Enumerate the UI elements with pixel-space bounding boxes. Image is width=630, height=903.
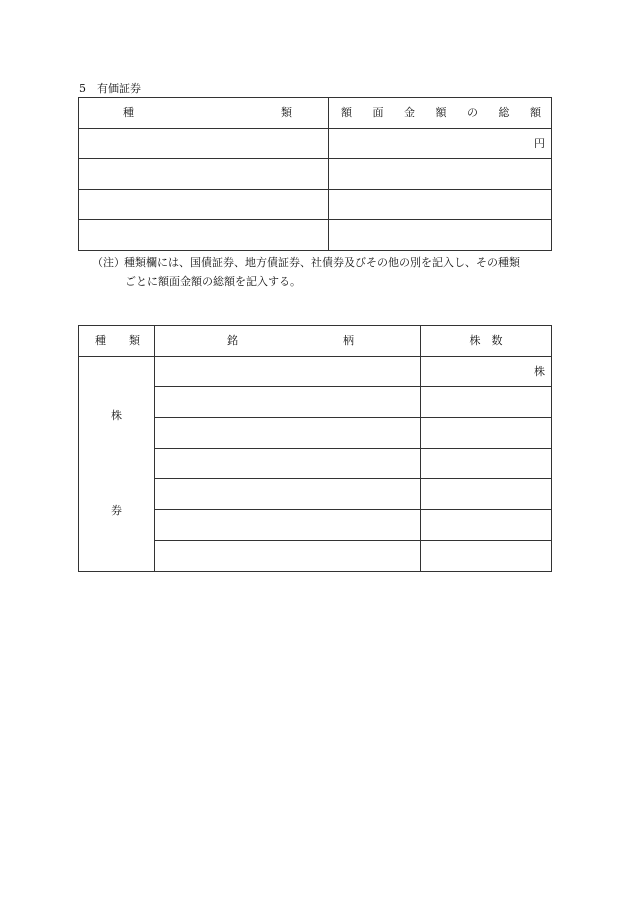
header-kind xyxy=(79,98,329,129)
kind-cell[interactable] xyxy=(79,128,329,159)
note-line1: 種類欄には、国債証券、地方債証券、社債券及びその他の別を記入し、その種類 xyxy=(124,256,520,269)
shares-cell[interactable] xyxy=(421,448,552,479)
note-mark: （注） xyxy=(92,256,125,269)
section-number: 5 xyxy=(79,82,86,95)
shares-unit: 株 xyxy=(534,364,545,378)
table-header-row xyxy=(79,326,552,357)
amount-cell[interactable] xyxy=(329,220,552,251)
header-kind xyxy=(79,326,155,357)
kind-cell[interactable] xyxy=(79,159,329,190)
stock-kind-cell xyxy=(79,356,155,571)
header-amount-char: 額 xyxy=(341,105,352,119)
header-shares: 株 数 xyxy=(421,326,552,357)
note-line2: ごとに額面金額の総額を記入する。 xyxy=(125,275,301,288)
table-row xyxy=(79,128,552,159)
yen-unit: 円 xyxy=(534,136,545,150)
table-row xyxy=(79,189,552,220)
shares-cell[interactable] xyxy=(421,356,552,387)
section-title xyxy=(79,82,141,96)
brand-cell[interactable] xyxy=(155,479,421,510)
shares-cell[interactable] xyxy=(421,540,552,571)
securities-amount-table xyxy=(78,97,552,251)
header-brand-char: 銘 xyxy=(227,333,238,347)
brand-cell[interactable] xyxy=(155,540,421,571)
amount-cell[interactable] xyxy=(329,159,552,190)
kind-cell[interactable] xyxy=(79,189,329,220)
amount-cell[interactable] xyxy=(329,128,552,159)
header-brand-char: 柄 xyxy=(343,333,354,347)
header-amount-char: 面 xyxy=(372,105,384,119)
brand-cell[interactable] xyxy=(155,387,421,418)
shares-cell[interactable] xyxy=(421,387,552,418)
table-row xyxy=(79,356,552,387)
amount-cell[interactable] xyxy=(329,189,552,220)
header-amount-char: の xyxy=(467,105,478,119)
stock-table xyxy=(78,325,552,572)
header-kind-char: 類 xyxy=(129,333,140,347)
shares-cell[interactable] xyxy=(421,418,552,449)
header-total-face-amount xyxy=(329,98,552,129)
header-amount-char: 額 xyxy=(435,105,447,119)
header-amount-char: 総 xyxy=(498,105,510,119)
note xyxy=(92,253,562,291)
section-title-text: 有価証券 xyxy=(97,82,141,95)
stock-kind-char: 券 xyxy=(111,504,122,518)
kind-cell[interactable] xyxy=(79,220,329,251)
table-header-row xyxy=(79,98,552,129)
header-amount-char: 金 xyxy=(404,105,415,119)
shares-cell[interactable] xyxy=(421,479,552,510)
header-kind-char: 類 xyxy=(281,105,292,119)
brand-cell[interactable] xyxy=(155,448,421,479)
header-brand xyxy=(155,326,421,357)
header-kind-char: 種 xyxy=(123,105,134,119)
shares-cell[interactable] xyxy=(421,510,552,541)
brand-cell[interactable] xyxy=(155,418,421,449)
stock-kind-char: 株 xyxy=(111,409,122,423)
brand-cell[interactable] xyxy=(155,356,421,387)
header-amount-char: 額 xyxy=(530,105,541,119)
brand-cell[interactable] xyxy=(155,510,421,541)
table-row xyxy=(79,220,552,251)
header-kind-char: 種 xyxy=(95,333,106,347)
table-row xyxy=(79,159,552,190)
